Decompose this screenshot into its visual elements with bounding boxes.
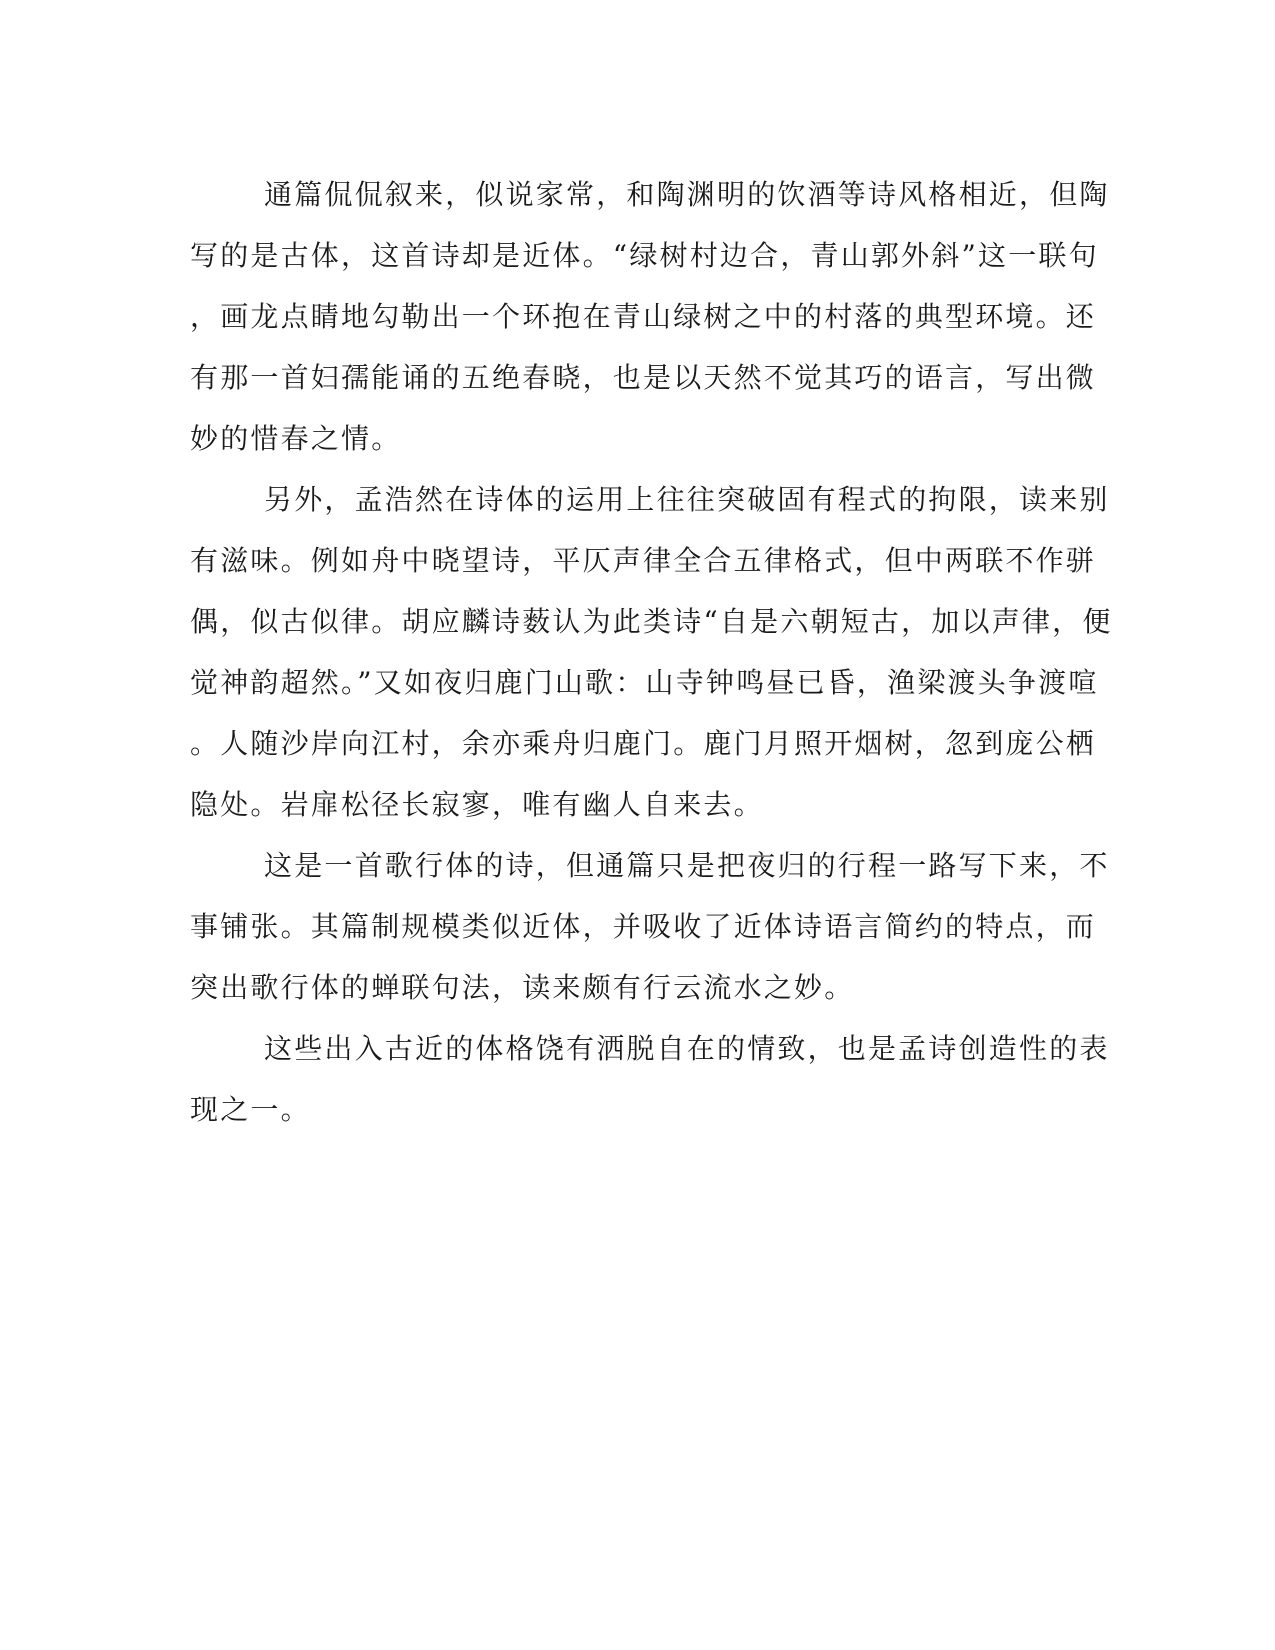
paragraph-line: 通篇侃侃叙来，似说家常，和陶渊明的饮酒等诗风格相近，但陶 bbox=[264, 178, 1110, 211]
paragraph-line: 偶，似古似律。胡应麟诗薮认为此类诗“自是六朝短古，加以声律，便 bbox=[190, 605, 1113, 638]
paragraph-line: 现之一。 bbox=[190, 1093, 311, 1126]
paragraph-line: 另外，孟浩然在诗体的运用上往往突破固有程式的拘限，读来别 bbox=[264, 483, 1110, 516]
paragraph-3 bbox=[190, 835, 1110, 1018]
paragraph-line: 妙的惜春之情。 bbox=[190, 422, 402, 455]
paragraph-1 bbox=[190, 164, 1110, 469]
paragraph-line: ，画龙点睛地勾勒出一个环抱在青山绿树之中的村落的典型环境。还 bbox=[190, 300, 1097, 333]
paragraph-2 bbox=[190, 469, 1113, 835]
paragraph-line: 这是一首歌行体的诗，但通篇只是把夜归的行程一路写下来，不 bbox=[264, 849, 1110, 882]
paragraph-line: 事铺张。其篇制规模类似近体，并吸收了近体诗语言简约的特点，而 bbox=[190, 910, 1097, 943]
paragraph-line: 这些出入古近的体格饶有洒脱自在的情致，也是孟诗创造性的表 bbox=[264, 1032, 1110, 1065]
document-body bbox=[190, 164, 1113, 1140]
paragraph-line: 有滋味。例如舟中晓望诗，平仄声律全合五律格式，但中两联不作骈 bbox=[190, 544, 1097, 577]
paragraph-line: 突出歌行体的蝉联句法，读来颇有行云流水之妙。 bbox=[190, 971, 855, 1004]
paragraph-line: 写的是古体，这首诗却是近体。“绿树村边合，青山郭外斜”这一联句 bbox=[190, 239, 1099, 272]
paragraph-line: 觉神韵超然。”又如夜归鹿门山歌：山寺钟鸣昼已昏，渔梁渡头争渡喧 bbox=[190, 666, 1099, 699]
paragraph-4 bbox=[190, 1018, 1110, 1140]
paragraph-line: 隐处。岩扉松径长寂寥，唯有幽人自来去。 bbox=[190, 788, 764, 821]
paragraph-line: 有那一首妇孺能诵的五绝春晓，也是以天然不觉其巧的语言，写出微 bbox=[190, 361, 1097, 394]
paragraph-line: 。人随沙岸向江村，余亦乘舟归鹿门。鹿门月照开烟树，忽到庞公栖 bbox=[190, 727, 1097, 760]
